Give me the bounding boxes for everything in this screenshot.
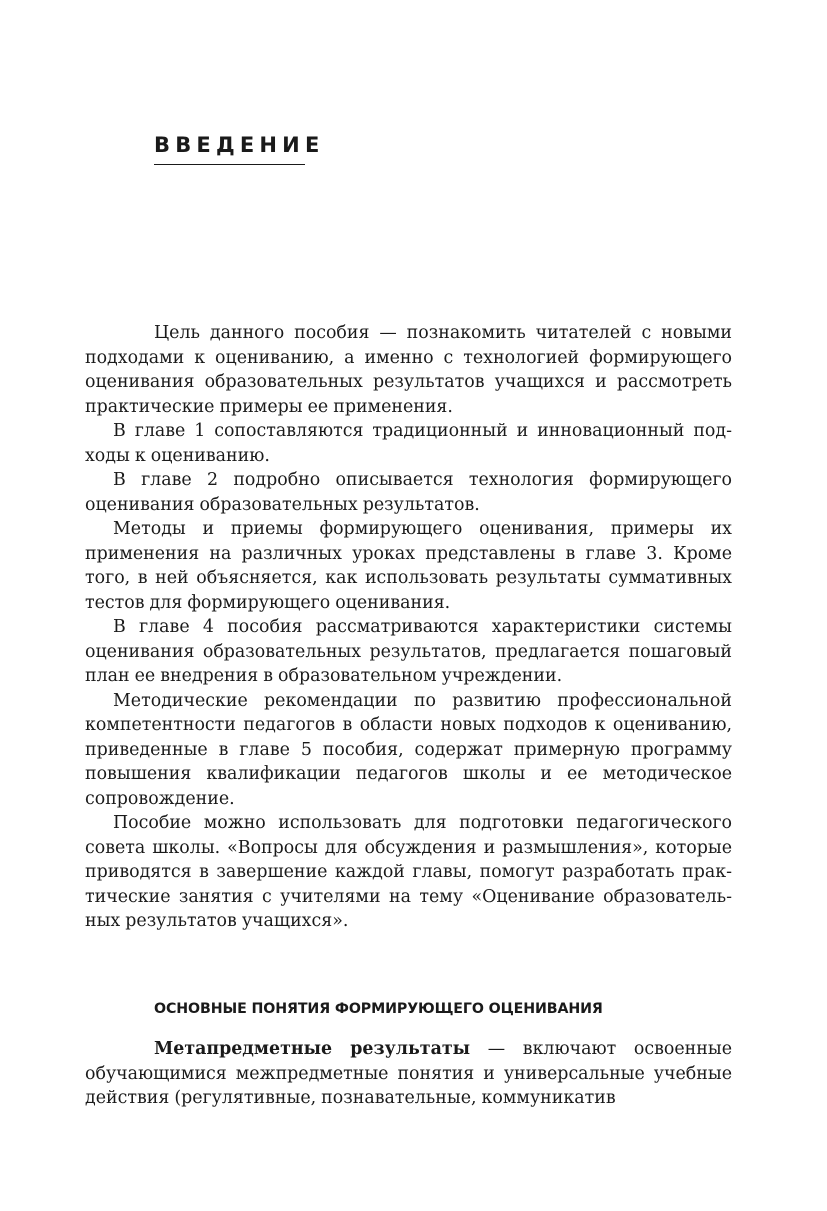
intro-paragraph: Цель данного пособия — познакомить читателей с новыми подходами к оцениванию, а именно с технологией формирующего оценивания образовательных результатов учащихся и рассмотреть практические примеры ее применения. bbox=[85, 323, 732, 417]
definition-block bbox=[85, 1037, 732, 1111]
intro-paragraph: В главе 2 подробно описывается технология формирующего оценивания образовательных результатов. bbox=[85, 470, 732, 515]
intro-paragraph: Пособие можно использовать для подготовки педагогического совета школы. «Вопросы для обсуждения и размышления», которые приводятся в завершение каждой главы, помогут разработать практические занятия с учителями на тему «Оценивание образовательных результатов учащихся». bbox=[85, 813, 732, 931]
intro-paragraph: Методы и приемы формирующего оценивания, примеры их применения на различных уроках представлены в главе 3. Кроме того, в ней объясняется, как использовать результаты суммативных тестов для формирующего оценивания. bbox=[85, 519, 732, 613]
definition-text: — включают освоенные обучающимися межпредметные понятия и универсальные учебные действия (регулятивные, познавательные, коммуникатив bbox=[85, 1039, 732, 1108]
introduction-body bbox=[85, 321, 732, 934]
section-heading: ОСНОВНЫЕ ПОНЯТИЯ ФОРМИРУЮЩЕГО ОЦЕНИВАНИЯ bbox=[154, 1001, 603, 1017]
intro-paragraph: Методические рекомендации по развитию профессиональной компетентности педагогов в области новых подходов к оцениванию, приведенные в главе 5 пособия, содержат примерную программу повышения квалификации педагогов школы и ее методическое сопровождение. bbox=[85, 690, 732, 809]
intro-paragraph: В главе 4 пособия рассматриваются характеристики системы оценивания образовательных результатов, предлагается пошаговый план ее внедрения в образовательном учреждении. bbox=[85, 617, 732, 686]
intro-paragraph: В главе 1 сопоставляются традиционный и инновационный подходы к оцениванию. bbox=[85, 421, 732, 466]
definition-term: Метапредметные результаты bbox=[154, 1039, 471, 1059]
definition-paragraph bbox=[85, 1037, 732, 1111]
chapter-title: ВВЕДЕНИЕ bbox=[154, 131, 305, 165]
